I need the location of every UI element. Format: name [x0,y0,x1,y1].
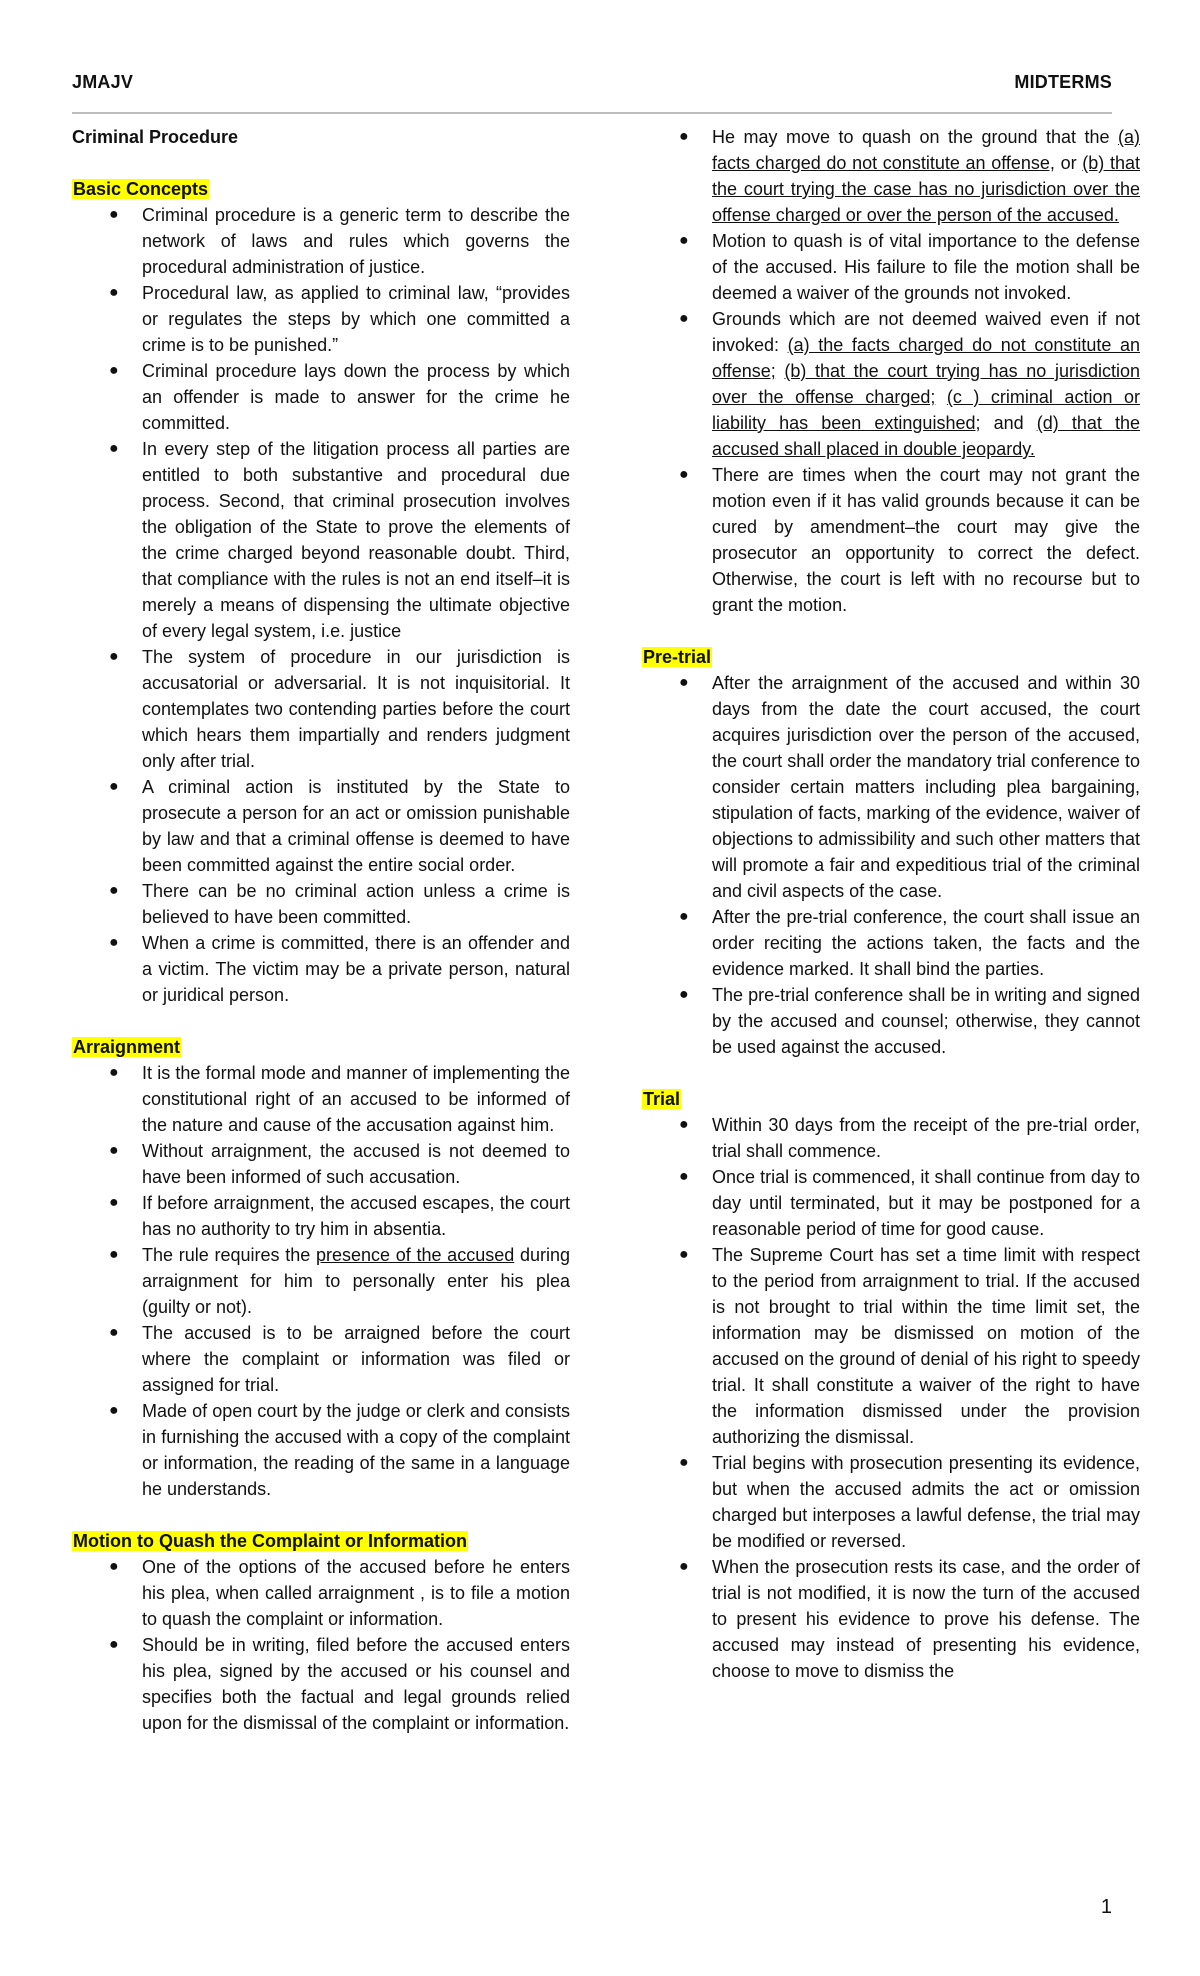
list-item: ● After the arraignment of the accused and within 30 days from the date the court accused, the court acquires jurisdiction over the person of the accused, the court shall order the mandatory trial conference to consider certain matters including plea bargaining, stipulation of facts, marking of the evidence, waiver of objections to admissibility and such other matters that will promote a fair and expeditious trial of the criminal and civil aspects of the case. [642,670,1140,904]
bullet-icon: ● [109,1194,119,1211]
underlined-text: (b) that the court trying has no jurisdiction over the offense charged; [712,361,1140,407]
list-item: ● The accused is to be arraigned before the court where the complaint or information was filed or assigned for trial. [72,1320,570,1398]
bullet-icon: ● [679,1558,689,1575]
section-heading: Trial [643,1089,681,1109]
list-item: ● When the prosecution rests its case, and the order of trial is not modified, it is now the turn of the accused to present his evidence to prove his defense. The accused may instead of presenting his evidence, choose to move to dismiss the [642,1554,1140,1684]
list-item: ● He may move to quash on the ground that the (a) facts charged do not constitute an offense, or (b) that the court trying the case has no jurisdiction over the offense charged or over the person of the accused. [642,124,1140,228]
right-column [642,124,1140,1684]
bullet-icon: ● [109,206,119,223]
bullet-icon: ● [679,232,689,249]
list-item: ● Grounds which are not deemed waived even if not invoked: (a) the facts charged do not constitute an offense; (b) that the court trying has no jurisdiction over the offense charged; (c ) criminal action or liability has been extinguished; and (d) that the accused shall placed in double jeopardy. [642,306,1140,462]
bullet-list [72,1060,570,1502]
list-item: ● Made of open court by the judge or clerk and consists in furnishing the accused with a copy of the complaint or information, the reading of the same in a language he understands. [72,1398,570,1502]
list-item: ● Criminal procedure lays down the process by which an offender is made to answer for the crime he committed. [72,358,570,436]
section-heading: Pre-trial [643,647,712,667]
underlined-text: presence of the accused [315,1245,515,1265]
bullet-list [642,670,1140,1060]
list-item: ● One of the options of the accused before he enters his plea, when called arraignment , is to file a motion to quash the complaint or information. [72,1554,570,1632]
underlined-text: (a) the facts charged do not constitute an offense; [712,335,1140,381]
document-title: Criminal Procedure [72,127,239,147]
list-item: ● Without arraignment, the accused is not deemed to have been informed of such accusation. [72,1138,570,1190]
bullet-icon: ● [679,1454,689,1471]
bullet-list [72,202,570,1008]
underlined-text: (b) that the court trying the case has no jurisdiction over the offense charged or over the person of the accused. [712,153,1140,225]
list-item: ● There are times when the court may not grant the motion even if it has valid grounds because it can be cured by amendment–the court may give the prosecutor an opportunity to correct the defect. Otherwise, the court is left with no recourse but to grant the motion. [642,462,1140,618]
bullet-icon: ● [109,362,119,379]
list-item: ● Procedural law, as applied to criminal law, “provides or regulates the steps by which one committed a crime is to be punished.” [72,280,570,358]
bullet-icon: ● [109,648,119,665]
bullet-icon: ● [109,934,119,951]
bullet-icon: ● [679,466,689,483]
bullet-icon: ● [109,1324,119,1341]
bullet-icon: ● [109,1558,119,1575]
page-number: 1 [1100,1896,1112,1918]
bullet-icon: ● [679,128,689,145]
bullet-icon: ● [679,674,689,691]
section-heading: Motion to Quash the Complaint or Information [73,1531,467,1551]
bullet-list [642,1112,1140,1684]
bullet-icon: ● [679,1116,689,1133]
bullet-icon: ● [109,778,119,795]
list-item: ● The Supreme Court has set a time limit with respect to the period from arraignment to trial. If the accused is not brought to trial within the time limit set, the information may be dismissed on motion of the accused on the ground of denial of his right to speedy trial. It shall constitute a waiver of the right to have the information dismissed under the provision authorizing the dismissal. [642,1242,1140,1450]
list-item: ● Once trial is commenced, it shall continue from day to day until terminated, but it may be postponed for a reasonable period of time for good cause. [642,1164,1140,1242]
bullet-icon: ● [109,1636,119,1653]
list-item: ● It is the formal mode and manner of implementing the constitutional right of an accused to be informed of the nature and cause of the accusation against him. [72,1060,570,1138]
list-item: ● Should be in writing, filed before the accused enters his plea, signed by the accused or his counsel and specifies both the factual and legal grounds relied upon for the dismissal of the complaint or information. [72,1632,570,1736]
bullet-icon: ● [109,284,119,301]
bullet-list [72,1554,570,1736]
header-left: JMAJV [72,72,134,92]
bullet-icon: ● [109,882,119,899]
list-item: ● If before arraignment, the accused escapes, the court has no authority to try him in absentia. [72,1190,570,1242]
list-item: ● In every step of the litigation process all parties are entitled to both substantive and procedural due process. Second, that criminal prosecution involves the obligation of the State to prove the elements of the crime charged beyond reasonable doubt. Third, that compliance with the rules is not an end itself–it is merely a means of dispensing the ultimate objective of every legal system, i.e. justice [72,436,570,644]
bullet-icon: ● [679,908,689,925]
bullet-icon: ● [679,310,689,327]
section-heading: Basic Concepts [73,179,209,199]
section-arraignment [72,1034,570,1502]
section-pre-trial [642,644,1140,1060]
list-item: ● The rule requires the presence of the accused during arraignment for him to personally enter his plea (guilty or not). [72,1242,570,1320]
bullet-icon: ● [679,986,689,1003]
bullet-icon: ● [109,1064,119,1081]
list-item: ● After the pre-trial conference, the court shall issue an order reciting the actions taken, the facts and the evidence marked. It shall bind the parties. [642,904,1140,982]
list-item: ● Motion to quash is of vital importance to the defense of the accused. His failure to file the motion shall be deemed a waiver of the grounds not invoked. [642,228,1140,306]
list-item: ● Trial begins with prosecution presenting its evidence, but when the accused admits the act or omission charged but interposes a lawful defense, the trial may be modified or reversed. [642,1450,1140,1554]
section-heading: Arraignment [73,1037,181,1057]
section-basic-concepts [72,176,570,1008]
list-item: ● A criminal action is instituted by the State to prosecute a person for an act or omission punishable by law and that a criminal offense is deemed to have been committed against the entire social order. [72,774,570,878]
bullet-icon: ● [109,1142,119,1159]
list-item: ● The pre-trial conference shall be in writing and signed by the accused and counsel; otherwise, they cannot be used against the accused. [642,982,1140,1060]
bullet-icon: ● [109,1246,119,1263]
left-column [72,124,570,1736]
bullet-icon: ● [679,1168,689,1185]
underlined-text: (d) that the accused shall placed in double jeopardy. [712,413,1140,459]
list-item: ● There can be no criminal action unless a crime is believed to have been committed. [72,878,570,930]
section-trial [642,1086,1140,1684]
underlined-text: (a) facts charged do not constitute an offense, [712,127,1140,173]
bullet-list [642,124,1140,618]
bullet-icon: ● [109,440,119,457]
bullet-icon: ● [679,1246,689,1263]
underlined-text: (c ) criminal action or liability has been extinguished; [712,387,1140,433]
header-right: MIDTERMS [1014,72,1112,92]
bullet-icon: ● [109,1402,119,1419]
section-motion-to-quash [72,1528,570,1736]
list-item: ● Within 30 days from the receipt of the pre-trial order, trial shall commence. [642,1112,1140,1164]
list-item: ● Criminal procedure is a generic term to describe the network of laws and rules which governs the procedural administration of justice. [72,202,570,280]
list-item: ● The system of procedure in our jurisdiction is accusatorial or adversarial. It is not inquisitorial. It contemplates two contending parties before the court which hears them impartially and renders judgment only after trial. [72,644,570,774]
header-divider [72,112,1112,114]
list-item: ● When a crime is committed, there is an offender and a victim. The victim may be a private person, natural or juridical person. [72,930,570,1008]
